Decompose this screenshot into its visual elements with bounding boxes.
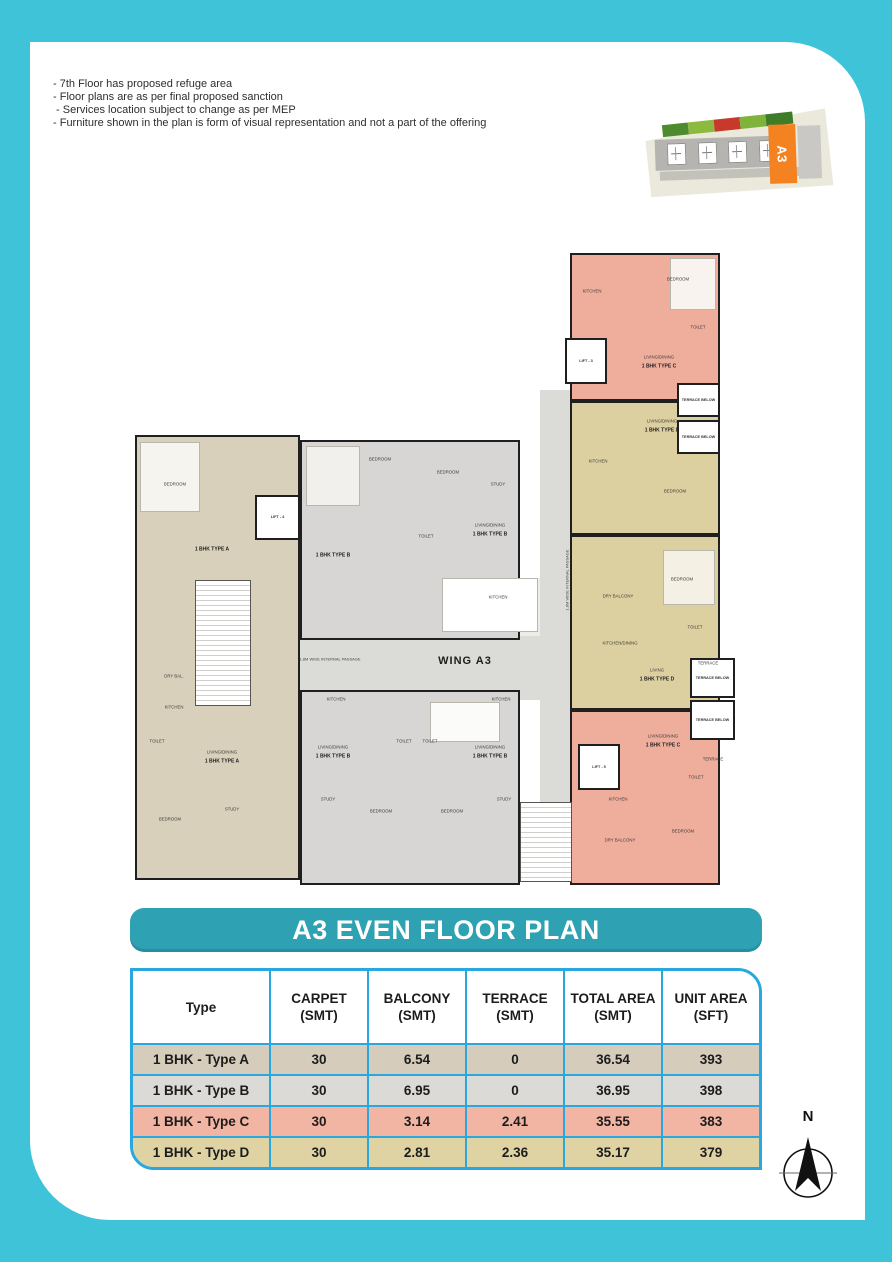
plan-room-label: STUDY [496, 796, 512, 802]
plan-room-label: BEDROOM [440, 808, 464, 814]
plan-room-label: STUDY [224, 806, 240, 812]
plan-room-terrace-below [677, 420, 720, 454]
plan-room-label: TERRACE BELOW [695, 675, 730, 680]
plan-room-label: LIVING/DINING [206, 749, 238, 755]
plan-room-label: 1 BHK TYPE A [204, 758, 240, 765]
plan-block [442, 578, 538, 632]
floor-plan [130, 250, 745, 900]
plan-room-label: 1 BHK TYPE A [194, 546, 230, 553]
plan-room-label: 1 BHK TYPE B [472, 531, 508, 538]
plan-room-label: BEDROOM [671, 828, 695, 834]
plan-room-label: 1 BHK TYPE C [641, 363, 677, 370]
table-header-cell: CARPET (SMT) [269, 971, 367, 1043]
table-row [133, 1074, 759, 1105]
disclaimer-line: - 7th Floor has proposed refuge area [53, 78, 233, 90]
plan-room-label: TOILET [149, 738, 165, 744]
plan-room-label: 1 BHK TYPE D [644, 427, 680, 434]
table-cell: 2.36 [465, 1138, 563, 1167]
passage-label-vertical: 1.8M WIDE INTERNAL PASSAGE [564, 549, 570, 611]
table-row [133, 1043, 759, 1074]
table-header-row [133, 971, 759, 1043]
plan-room-label: LIVING/DINING [643, 354, 675, 360]
table-cell: 35.17 [563, 1138, 661, 1167]
table-cell: 383 [661, 1107, 759, 1136]
table-header-cell: BALCONY (SMT) [367, 971, 465, 1043]
plan-room-label: LIVING/DINING [474, 744, 506, 750]
table-cell: 398 [661, 1076, 759, 1105]
table-cell: 6.95 [367, 1076, 465, 1105]
passage-label: 1.8M WIDE INTERNAL PASSAGE [299, 656, 361, 662]
plan-room-label: KITCHEN [488, 594, 508, 600]
table-cell: 379 [661, 1138, 759, 1167]
plan-room-terrace-below [690, 700, 735, 740]
table-header-cell: TERRACE (SMT) [465, 971, 563, 1043]
plan-room-label: BEDROOM [369, 808, 393, 814]
plan-room-label: 1 BHK TYPE B [472, 753, 508, 760]
plan-room-lift-5 [578, 744, 620, 790]
table-row [133, 1105, 759, 1136]
plan-room-label: BEDROOM [163, 481, 187, 487]
plan-room-label: BEDROOM [368, 456, 392, 462]
table-header-cell: TOTAL AREA (SMT) [563, 971, 661, 1043]
plan-room-label: TOILET [688, 774, 704, 780]
table-cell: 35.55 [563, 1107, 661, 1136]
plan-block [306, 446, 360, 506]
plan-room-label: BEDROOM [666, 276, 690, 282]
table-cell: 393 [661, 1045, 759, 1074]
plan-room-label: TOILET [687, 624, 703, 630]
plan-room-label: KITCHEN [164, 704, 184, 710]
plan-room-label: TOILET [396, 738, 412, 744]
plan-title-banner [130, 908, 762, 952]
plan-block [430, 702, 500, 742]
plan-room-label: 1 BHK TYPE D [639, 676, 675, 683]
plan-room-label: TERRACE BELOW [681, 434, 716, 439]
plan-room-label: LIFT - 5 [592, 764, 606, 769]
plan-room-label: TOILET [418, 533, 434, 539]
table-cell: 0 [465, 1045, 563, 1074]
key-plan-a3-label: A3 [774, 144, 791, 163]
plan-room-label: KITCHEN [608, 796, 628, 802]
table-cell: 30 [269, 1045, 367, 1074]
plan-room-label: 1 BHK TYPE B [315, 753, 351, 760]
plan-room-label: LIFT - 4 [270, 515, 285, 520]
key-plan-side-block [797, 125, 822, 178]
table-cell: 1 BHK - Type B [133, 1076, 269, 1105]
plan-room-label: KITCHEN [326, 696, 346, 702]
area-table [130, 968, 762, 1170]
wing-label: WING A3 [438, 655, 492, 667]
table-cell: 30 [269, 1138, 367, 1167]
table-header-cell: UNIT AREA (SFT) [661, 971, 759, 1043]
plan-block [140, 442, 200, 512]
plan-room-label: 1 BHK TYPE C [645, 742, 681, 749]
plan-staircase [520, 802, 572, 882]
table-cell: 1 BHK - Type C [133, 1107, 269, 1136]
plan-room-label: TOILET [690, 324, 706, 330]
plan-room-label: KITCHEN/DINING [602, 640, 638, 646]
table-cell: 6.54 [367, 1045, 465, 1074]
plan-room-label: DRY BAL. [164, 673, 184, 679]
plan-room-label: DRY BALCONY [602, 593, 634, 599]
plan-staircase [195, 580, 251, 706]
key-plan-unit [698, 142, 718, 165]
plan-room-label: LIVING/DINING [647, 733, 679, 739]
plan-room-lift-3 [565, 338, 607, 384]
plan-room-label: LIVING/DINING [317, 744, 349, 750]
table-cell: 36.95 [563, 1076, 661, 1105]
plan-room-label: BEDROOM [436, 469, 460, 475]
plan-room-label: KITCHEN [491, 696, 511, 702]
compass-icon [775, 1125, 841, 1215]
disclaimer-line: - Floor plans are as per final proposed sanction [53, 91, 283, 103]
content-area [30, 42, 865, 1220]
table-cell: 36.54 [563, 1045, 661, 1074]
disclaimer-line: - Furniture shown in the plan is form of visual representation and not a part of the offering [53, 117, 487, 129]
plan-room-label: LIVING [649, 667, 665, 673]
plan-room-label: BEDROOM [670, 576, 694, 582]
north-label: N [802, 1108, 814, 1125]
plan-room-label: DRY BALCONY [604, 837, 636, 843]
key-plan-unit [728, 141, 748, 164]
table-cell: 30 [269, 1107, 367, 1136]
plan-block [670, 258, 716, 310]
plan-room-label: LIVING/DINING [646, 418, 678, 424]
plan-room-label: STUDY [320, 796, 336, 802]
key-plan [640, 99, 835, 200]
disclaimer-list [53, 78, 486, 130]
table-cell: 0 [465, 1076, 563, 1105]
table-row [133, 1136, 759, 1167]
table-header-cell: Type [133, 971, 269, 1043]
plan-room-lift-4 [255, 495, 300, 540]
plan-room-label: BEDROOM [663, 488, 687, 494]
plan-room-label: 1 BHK TYPE B [315, 552, 351, 559]
plan-room-label: TERRACE BELOW [695, 717, 730, 722]
plan-room-label: LIVING/DINING [474, 522, 506, 528]
plan-title: A3 EVEN FLOOR PLAN [292, 914, 600, 945]
plan-room-label: BEDROOM [158, 816, 182, 822]
north-compass [775, 1108, 841, 1220]
key-plan-unit [667, 143, 687, 166]
disclaimer-line: - Services location subject to change as per MEP [53, 104, 296, 116]
table-cell: 1 BHK - Type A [133, 1045, 269, 1074]
plan-room-label: KITCHEN [588, 458, 608, 464]
plan-room-label: TOILET [422, 738, 438, 744]
table-cell: 2.81 [367, 1138, 465, 1167]
table-cell: 30 [269, 1076, 367, 1105]
plan-room-label: STUDY [490, 481, 506, 487]
plan-room-label: TERRACE [697, 660, 719, 666]
key-plan-a3-highlight [768, 124, 797, 184]
plan-room-label: TERRACE [702, 756, 724, 762]
plan-room-label: LIFT - 3 [579, 358, 593, 363]
plan-room-label: TERRACE BELOW [681, 397, 716, 402]
table-cell: 1 BHK - Type D [133, 1138, 269, 1167]
plan-room-label: KITCHEN [582, 288, 602, 294]
table-cell: 3.14 [367, 1107, 465, 1136]
table-cell: 2.41 [465, 1107, 563, 1136]
plan-room-terrace-below [677, 383, 720, 417]
